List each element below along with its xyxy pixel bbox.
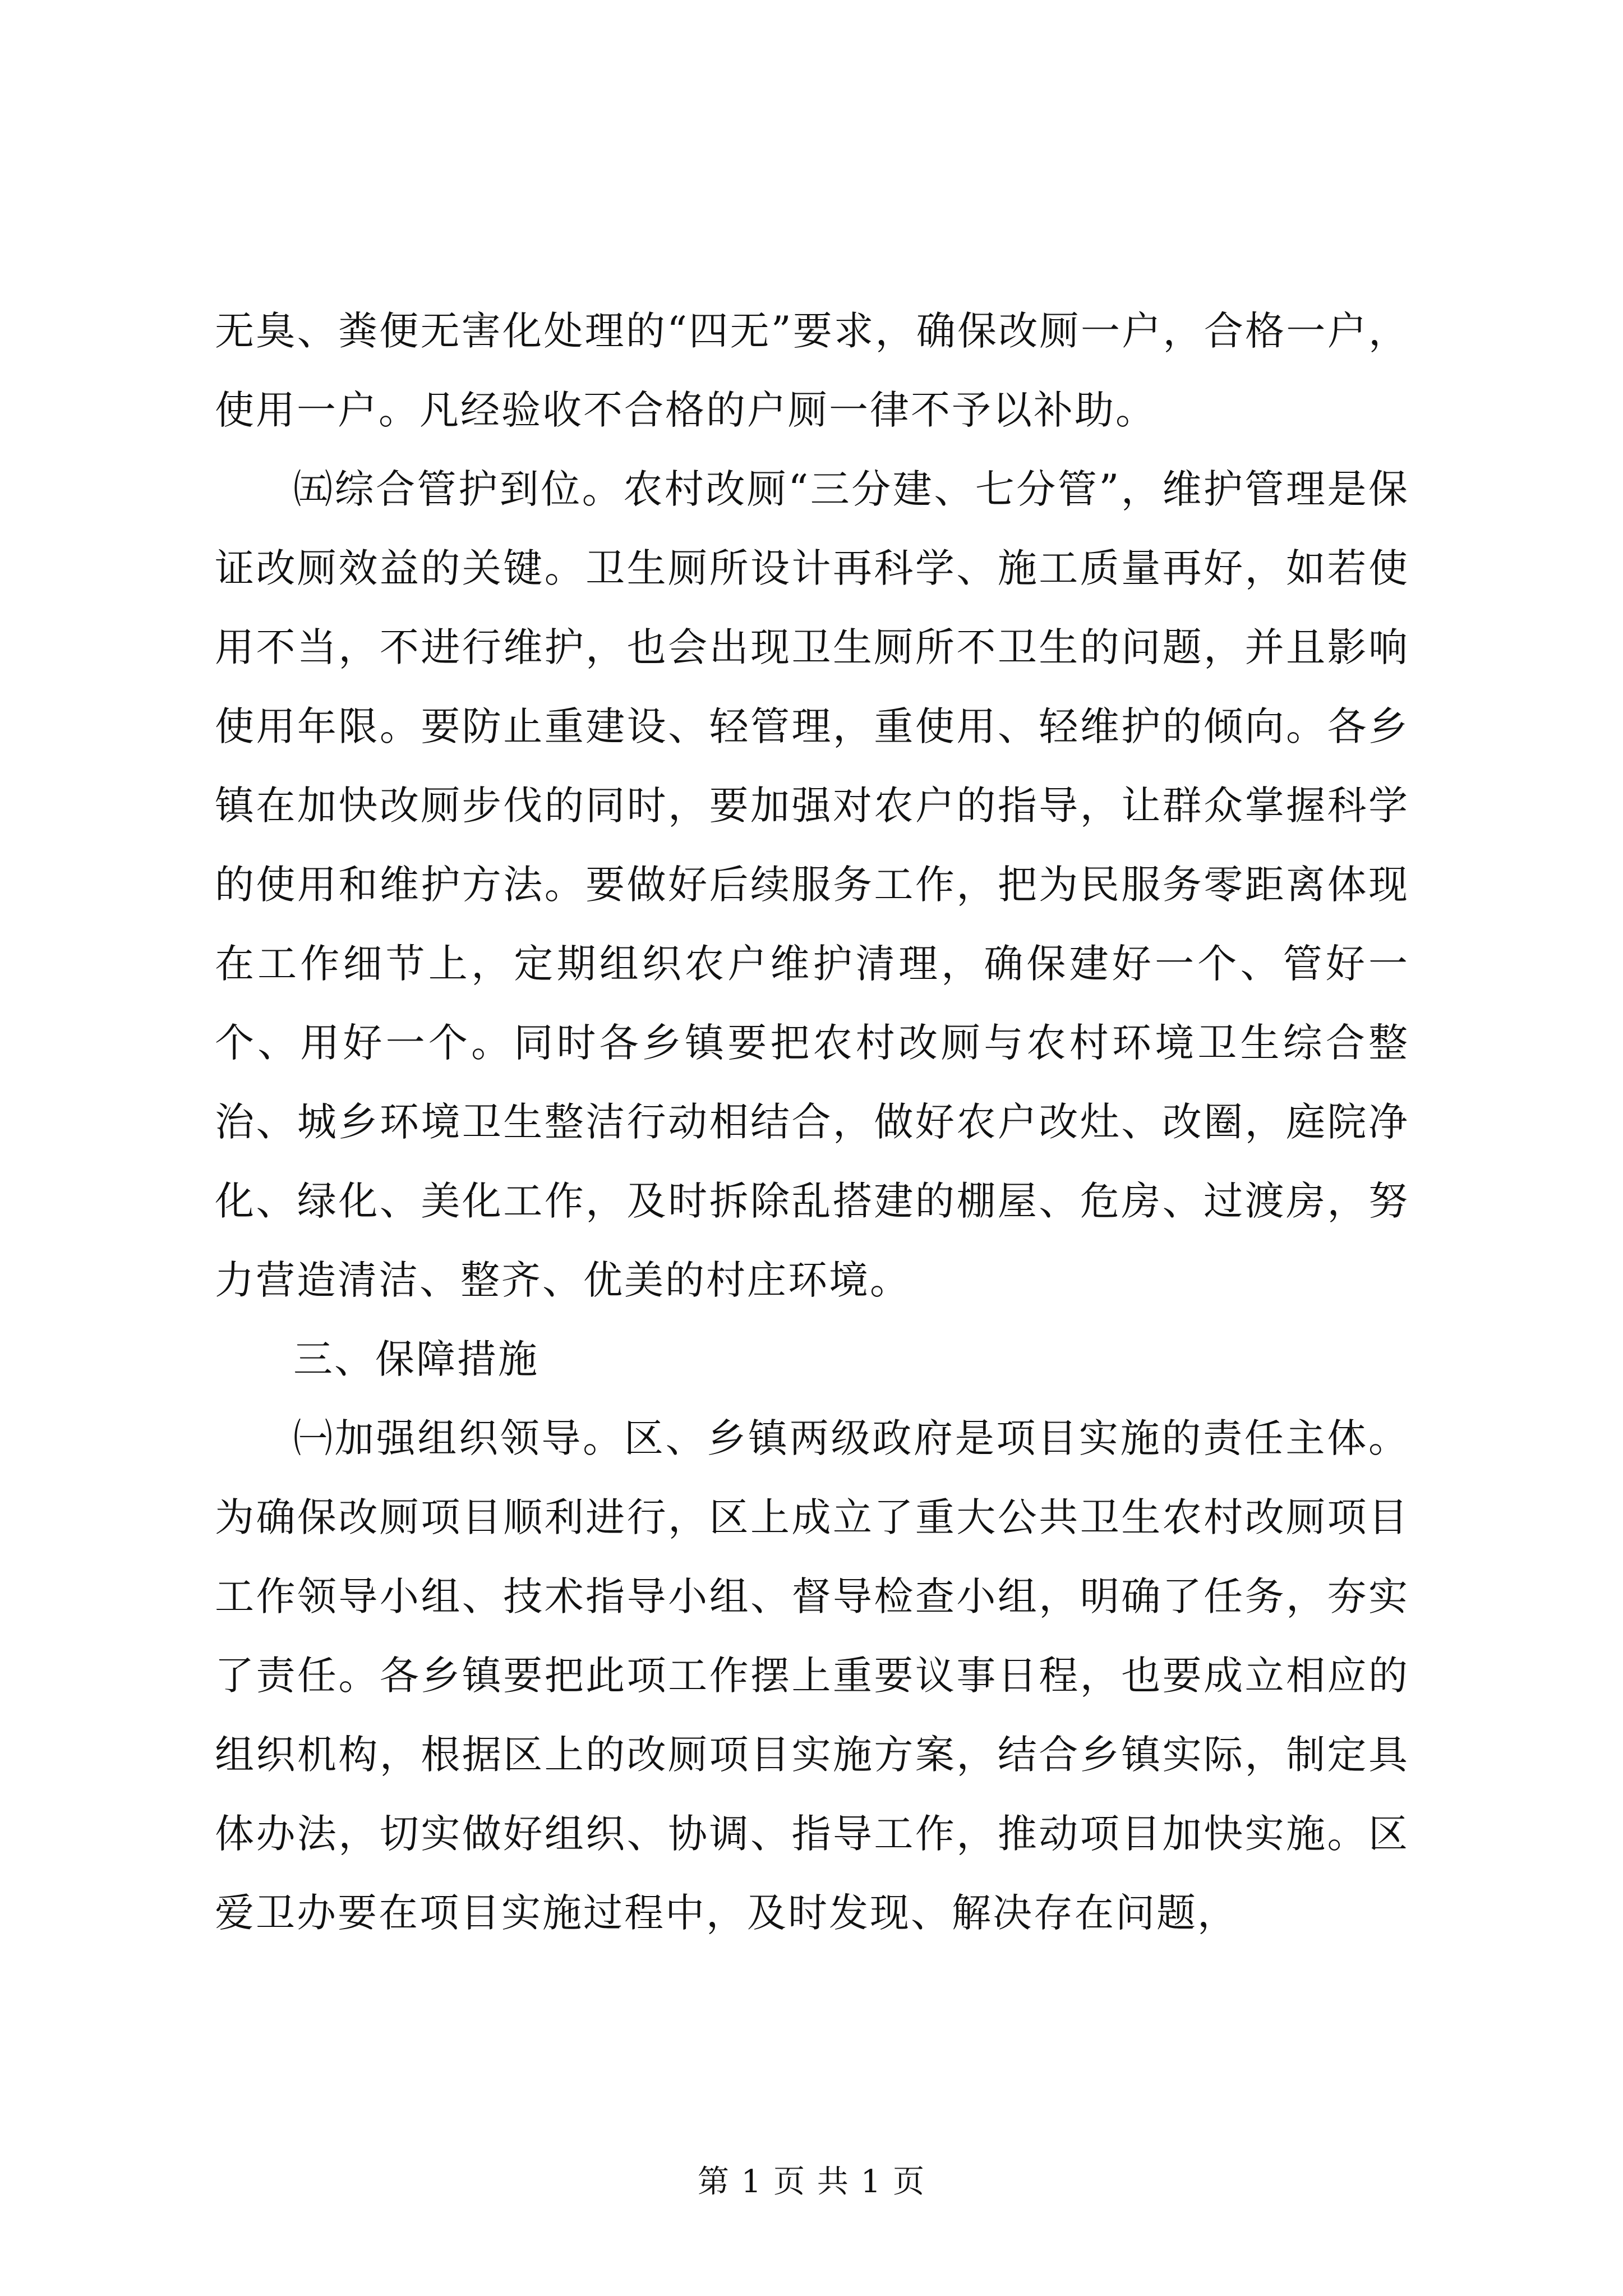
page-footer: 第 1 页 共 1 页 xyxy=(697,2164,926,2200)
document-body xyxy=(215,292,1409,1953)
paragraph-comprehensive-maintenance: ㈤综合管护到位。农村改厕“三分建、七分管”，维护管理是保证改厕效益的关键。卫生厕所设计再科学、施工质量再好，如若使用不当，不进行维护，也会出现卫生厕所不卫生的问题，并且影响使用年限。要防止重建设、轻管理，重使用、轻维护的倾向。各乡镇在加快改厕步伐的同时，要加强对农户的指导，让群众掌握科学的使用和维护方法。要做好后续服务工作，把为民服务零距离体现在工作细节上，定期组织农户维护清理，确保建好一个、管好一个、用好一个。同时各乡镇要把农村改厕与农村环境卫生综合整治、城乡环境卫生整洁行动相结合，做好农户改灶、改圈，庭院净化、绿化、美化工作，及时拆除乱搭建的棚屋、危房、过渡房，努力营造清洁、整齐、优美的村庄环境。 xyxy=(215,466,1409,1303)
section-heading-safeguard-measures: 三、保障措施 xyxy=(293,1336,539,1382)
paragraph-strengthen-leadership: ㈠加强组织领导。区、乡镇两级政府是项目实施的责任主体。为确保改厕项目顺利进行，区上成立了重大公共卫生农村改厕项目工作领导小组、技术指导小组、督导检查小组，明确了任务，夯实了责任。各乡镇要把此项工作摆上重要议事日程，也要成立相应的组织机构，根据区上的改厕项目实施方案，结合乡镇实际，制定具体办法，切实做好组织、协调、指导工作，推动项目加快实施。区爱卫办要在项目实施过程中，及时发现、解决存在问题， xyxy=(215,1415,1409,1936)
paragraph-continuation: 无臭、粪便无害化处理的“四无”要求，确保改厕一户，合格一户，使用一户。凡经验收不合格的户厕一律不予以补助。 xyxy=(215,308,1409,433)
